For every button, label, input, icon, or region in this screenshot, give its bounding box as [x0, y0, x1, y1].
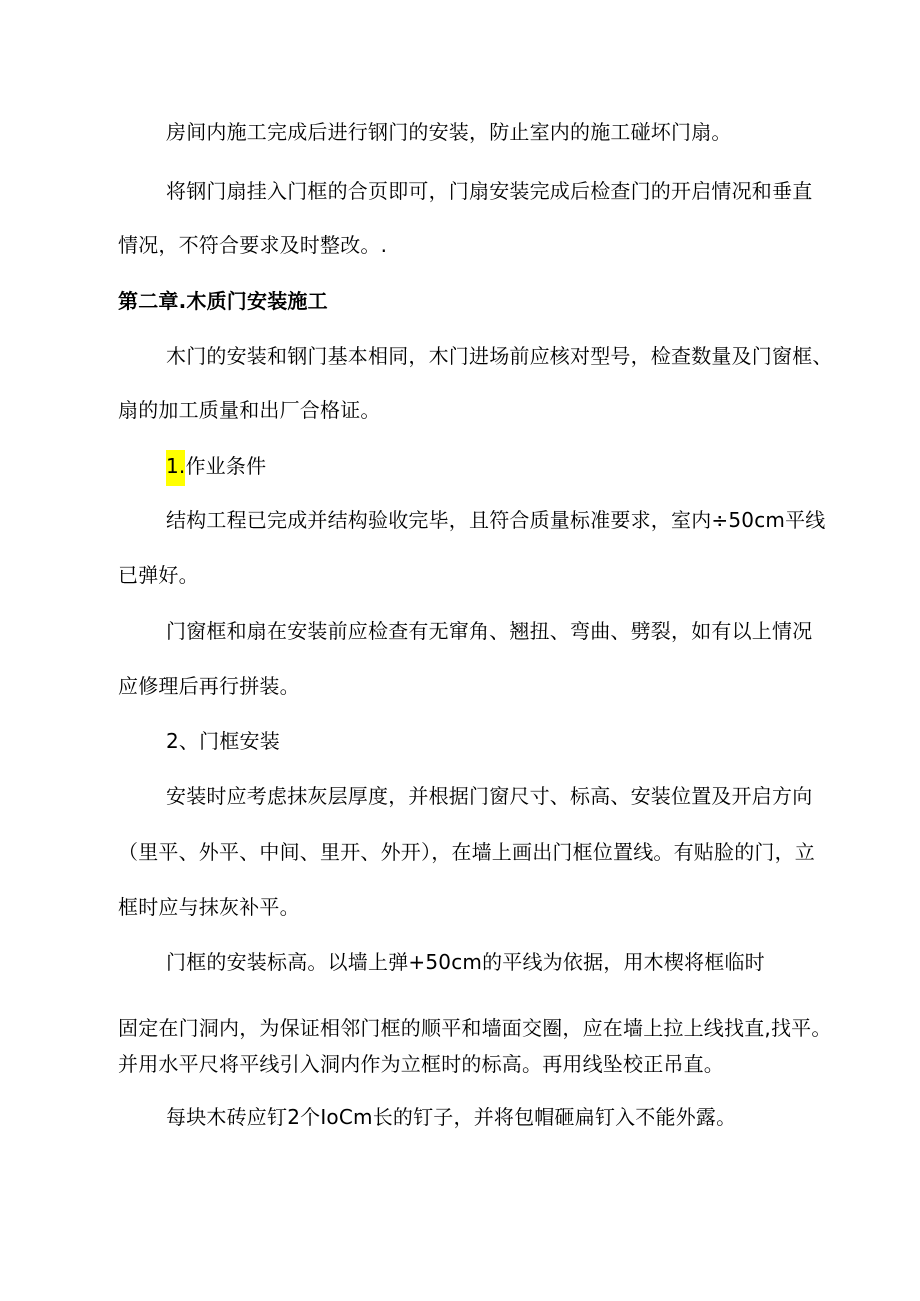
paragraph-line: 并用水平尺将平线引入洞内作为立框时的标高。再用线坠校正吊直。 — [118, 1052, 724, 1076]
paragraph-line: 框时应与抹灰补平。 — [118, 895, 300, 919]
paragraph-line: 扇的加工质量和出厂合格证。 — [118, 398, 381, 422]
paragraph-line: 门窗框和扇在安装前应检查有无窜角、翘扭、弯曲、劈裂，如有以上情况 — [166, 619, 813, 643]
paragraph-line: 每块木砖应钉2个IoCm长的钉子，并将包帽砸扁钉入不能外露。 — [166, 1105, 737, 1129]
paragraph-line: 门框的安装标高。以墙上弹+50cm的平线为依据，用木楔将框临时 — [166, 950, 765, 974]
section-heading-2: 2、门框安装 — [166, 729, 280, 753]
paragraph-line: 将钢门扇挂入门框的合页即可，门扇安装完成后检查门的开启情况和垂直 — [166, 179, 813, 203]
paragraph-line: 安装时应考虑抹灰层厚度，并根据门窗尺寸、标高、安装位置及开启方向 — [166, 784, 813, 808]
paragraph-line: 应修理后再行拼装。 — [118, 674, 300, 698]
paragraph-line: 固定在门洞内，为保证相邻门框的顺平和墙面交圈，应在墙上拉上线找直,找平。 — [118, 1016, 832, 1040]
section-title: 作业条件 — [185, 454, 267, 478]
paragraph-line: 已弹好。 — [118, 563, 199, 587]
section-heading-1 — [166, 450, 466, 486]
paragraph-line: 房间内施工完成后进行钢门的安装，防止室内的施工碰坏门扇。 — [166, 120, 732, 144]
section-number-highlight: 1. — [166, 450, 185, 486]
chapter-heading: 第二章.木质门安装施工 — [118, 289, 328, 313]
paragraph-line: 情况，不符合要求及时整改。. — [118, 233, 388, 257]
paragraph-line: （里平、外平、中间、里开、外开），在墙上画出门框位置线。有贴脸的门，立 — [118, 840, 815, 864]
paragraph-line: 木门的安装和钢门基本相同，木门进场前应核对型号，检查数量及门窗框、 — [166, 344, 833, 368]
paragraph-line: 结构工程已完成并结构验收完毕，且符合质量标准要求，室内÷50cm平线 — [166, 508, 826, 532]
